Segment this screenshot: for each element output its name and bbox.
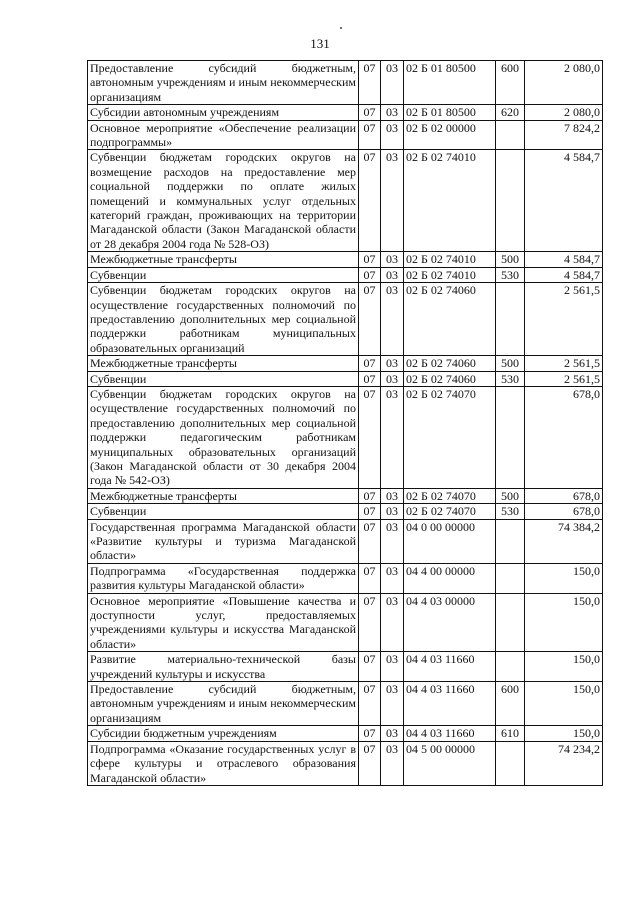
row-podrazdel-cell: 03 — [381, 267, 404, 282]
row-vr-cell: 500 — [496, 252, 525, 267]
table-row — [88, 593, 603, 652]
row-amount-cell: 2 080,0 — [525, 61, 603, 105]
row-name-cell: Предоставление субсидий бюджетным, автономным учреждениям и иным некоммерческим организациям — [88, 61, 359, 105]
row-csr-cell: 04 4 00 00000 — [404, 563, 496, 593]
row-amount-cell: 7 824,2 — [525, 120, 603, 150]
row-razdel-cell: 07 — [359, 652, 381, 682]
row-csr-cell: 04 5 00 00000 — [404, 741, 496, 785]
row-razdel-cell: 07 — [359, 105, 381, 120]
row-amount-cell: 150,0 — [525, 726, 603, 741]
row-podrazdel-cell: 03 — [381, 593, 404, 652]
row-podrazdel-cell: 03 — [381, 356, 404, 371]
row-vr-cell — [496, 741, 525, 785]
row-razdel-cell: 07 — [359, 563, 381, 593]
row-podrazdel-cell: 03 — [381, 682, 404, 726]
row-name-cell: Субвенции бюджетам городских округов на осуществление государственных полномочий по предоставлению дополнительных мер социальной поддержки педагогическим работникам муниципальных образовательных организаций (Закон Магаданской области от 30 декабря 2004 года № 542-ОЗ) — [88, 386, 359, 488]
row-name-cell: Субвенции — [88, 504, 359, 519]
table-row — [88, 652, 603, 682]
row-razdel-cell: 07 — [359, 371, 381, 386]
row-razdel-cell: 07 — [359, 386, 381, 488]
row-csr-cell: 04 4 03 11660 — [404, 726, 496, 741]
row-razdel-cell: 07 — [359, 120, 381, 150]
row-vr-cell: 530 — [496, 267, 525, 282]
row-vr-cell — [496, 120, 525, 150]
table-row — [88, 726, 603, 741]
row-name-cell: Развитие материально-технической базы учреждений культуры и искусства — [88, 652, 359, 682]
table-row — [88, 504, 603, 519]
row-name-cell: Предоставление субсидий бюджетным, автономным учреждениям и иным некоммерческим организациям — [88, 682, 359, 726]
row-podrazdel-cell: 03 — [381, 726, 404, 741]
row-name-cell: Подпрограмма «Оказание государственных услуг в сфере культуры и отраслевого образования Магаданской области» — [88, 741, 359, 785]
table-row — [88, 386, 603, 488]
row-csr-cell: 04 4 03 00000 — [404, 593, 496, 652]
row-vr-cell: 600 — [496, 682, 525, 726]
row-name-cell: Субвенции бюджетам городских округов на возмещение расходов на предоставление мер социальной поддержки по оплате жилых помещений и коммунальных услуг отдельных категорий граждан, проживающих на территории Магаданской области (Закон Магаданской области от 28 декабря 2004 года № 528-ОЗ) — [88, 150, 359, 252]
table-row — [88, 283, 603, 356]
row-podrazdel-cell: 03 — [381, 386, 404, 488]
row-amount-cell: 2 561,5 — [525, 371, 603, 386]
row-razdel-cell: 07 — [359, 726, 381, 741]
row-amount-cell: 74 234,2 — [525, 741, 603, 785]
row-vr-cell — [496, 593, 525, 652]
page-number: 131 — [310, 36, 330, 51]
row-amount-cell: 4 584,7 — [525, 267, 603, 282]
row-csr-cell: 02 Б 02 74070 — [404, 386, 496, 488]
row-podrazdel-cell: 03 — [381, 150, 404, 252]
row-vr-cell: 620 — [496, 105, 525, 120]
row-name-cell: Основное мероприятие «Повышение качества и доступности услуг, предоставляемых учреждениями культуры и искусства Магаданской области» — [88, 593, 359, 652]
table-row — [88, 563, 603, 593]
row-name-cell: Государственная программа Магаданской области «Развитие культуры и туризма Магаданской области» — [88, 519, 359, 563]
table-row — [88, 120, 603, 150]
table-row — [88, 741, 603, 785]
row-razdel-cell: 07 — [359, 488, 381, 503]
row-razdel-cell: 07 — [359, 252, 381, 267]
row-amount-cell: 150,0 — [525, 593, 603, 652]
scan-speck — [340, 27, 342, 29]
row-csr-cell: 02 Б 02 74010 — [404, 252, 496, 267]
row-vr-cell — [496, 652, 525, 682]
row-vr-cell: 500 — [496, 488, 525, 503]
row-podrazdel-cell: 03 — [381, 519, 404, 563]
row-csr-cell: 04 4 03 11660 — [404, 652, 496, 682]
row-vr-cell: 500 — [496, 356, 525, 371]
row-name-cell: Субвенции — [88, 371, 359, 386]
row-amount-cell: 2 561,5 — [525, 283, 603, 356]
row-razdel-cell: 07 — [359, 682, 381, 726]
row-vr-cell — [496, 386, 525, 488]
row-podrazdel-cell: 03 — [381, 105, 404, 120]
row-name-cell: Межбюджетные трансферты — [88, 356, 359, 371]
row-razdel-cell: 07 — [359, 356, 381, 371]
row-vr-cell: 600 — [496, 61, 525, 105]
row-vr-cell: 530 — [496, 371, 525, 386]
row-vr-cell — [496, 563, 525, 593]
row-vr-cell — [496, 283, 525, 356]
row-podrazdel-cell: 03 — [381, 504, 404, 519]
row-podrazdel-cell: 03 — [381, 371, 404, 386]
row-amount-cell: 4 584,7 — [525, 150, 603, 252]
row-csr-cell: 02 Б 02 00000 — [404, 120, 496, 150]
row-podrazdel-cell: 03 — [381, 120, 404, 150]
table-row — [88, 150, 603, 252]
row-csr-cell: 02 Б 02 74060 — [404, 283, 496, 356]
row-name-cell: Подпрограмма «Государственная поддержка развития культуры Магаданской области» — [88, 563, 359, 593]
budget-table — [87, 60, 603, 786]
row-name-cell: Субвенции — [88, 267, 359, 282]
row-razdel-cell: 07 — [359, 150, 381, 252]
row-podrazdel-cell: 03 — [381, 283, 404, 356]
row-amount-cell: 678,0 — [525, 488, 603, 503]
row-podrazdel-cell: 03 — [381, 488, 404, 503]
row-vr-cell — [496, 519, 525, 563]
row-csr-cell: 02 Б 01 80500 — [404, 105, 496, 120]
row-amount-cell: 2 561,5 — [525, 356, 603, 371]
row-razdel-cell: 07 — [359, 504, 381, 519]
table-row — [88, 519, 603, 563]
row-amount-cell: 74 384,2 — [525, 519, 603, 563]
table-row — [88, 488, 603, 503]
row-podrazdel-cell: 03 — [381, 652, 404, 682]
row-amount-cell: 150,0 — [525, 652, 603, 682]
table-row — [88, 267, 603, 282]
row-razdel-cell: 07 — [359, 283, 381, 356]
row-vr-cell — [496, 150, 525, 252]
row-podrazdel-cell: 03 — [381, 741, 404, 785]
row-csr-cell: 02 Б 02 74010 — [404, 150, 496, 252]
row-name-cell: Субсидии автономным учреждениям — [88, 105, 359, 120]
table-row — [88, 356, 603, 371]
row-amount-cell: 678,0 — [525, 386, 603, 488]
table-row — [88, 61, 603, 105]
row-csr-cell: 02 Б 01 80500 — [404, 61, 496, 105]
row-podrazdel-cell: 03 — [381, 61, 404, 105]
row-amount-cell: 150,0 — [525, 563, 603, 593]
row-csr-cell: 04 0 00 00000 — [404, 519, 496, 563]
row-csr-cell: 02 Б 02 74060 — [404, 371, 496, 386]
row-razdel-cell: 07 — [359, 267, 381, 282]
row-vr-cell: 530 — [496, 504, 525, 519]
budget-table-body — [88, 61, 603, 786]
row-podrazdel-cell: 03 — [381, 252, 404, 267]
row-razdel-cell: 07 — [359, 741, 381, 785]
row-amount-cell: 4 584,7 — [525, 252, 603, 267]
row-vr-cell: 610 — [496, 726, 525, 741]
row-razdel-cell: 07 — [359, 519, 381, 563]
table-row — [88, 105, 603, 120]
table-row — [88, 682, 603, 726]
row-csr-cell: 02 Б 02 74010 — [404, 267, 496, 282]
row-csr-cell: 02 Б 02 74070 — [404, 488, 496, 503]
row-csr-cell: 02 Б 02 74060 — [404, 356, 496, 371]
row-csr-cell: 04 4 03 11660 — [404, 682, 496, 726]
row-name-cell: Субсидии бюджетным учреждениям — [88, 726, 359, 741]
table-row — [88, 371, 603, 386]
row-razdel-cell: 07 — [359, 593, 381, 652]
row-name-cell: Межбюджетные трансферты — [88, 488, 359, 503]
row-podrazdel-cell: 03 — [381, 563, 404, 593]
row-csr-cell: 02 Б 02 74070 — [404, 504, 496, 519]
row-name-cell: Основное мероприятие «Обеспечение реализации подпрограммы» — [88, 120, 359, 150]
row-name-cell: Субвенции бюджетам городских округов на осуществление государственных полномочий по предоставлению дополнительных мер социальной поддержки работникам муниципальных образовательных организаций — [88, 283, 359, 356]
row-amount-cell: 150,0 — [525, 682, 603, 726]
row-amount-cell: 678,0 — [525, 504, 603, 519]
row-amount-cell: 2 080,0 — [525, 105, 603, 120]
table-row — [88, 252, 603, 267]
row-razdel-cell: 07 — [359, 61, 381, 105]
row-name-cell: Межбюджетные трансферты — [88, 252, 359, 267]
